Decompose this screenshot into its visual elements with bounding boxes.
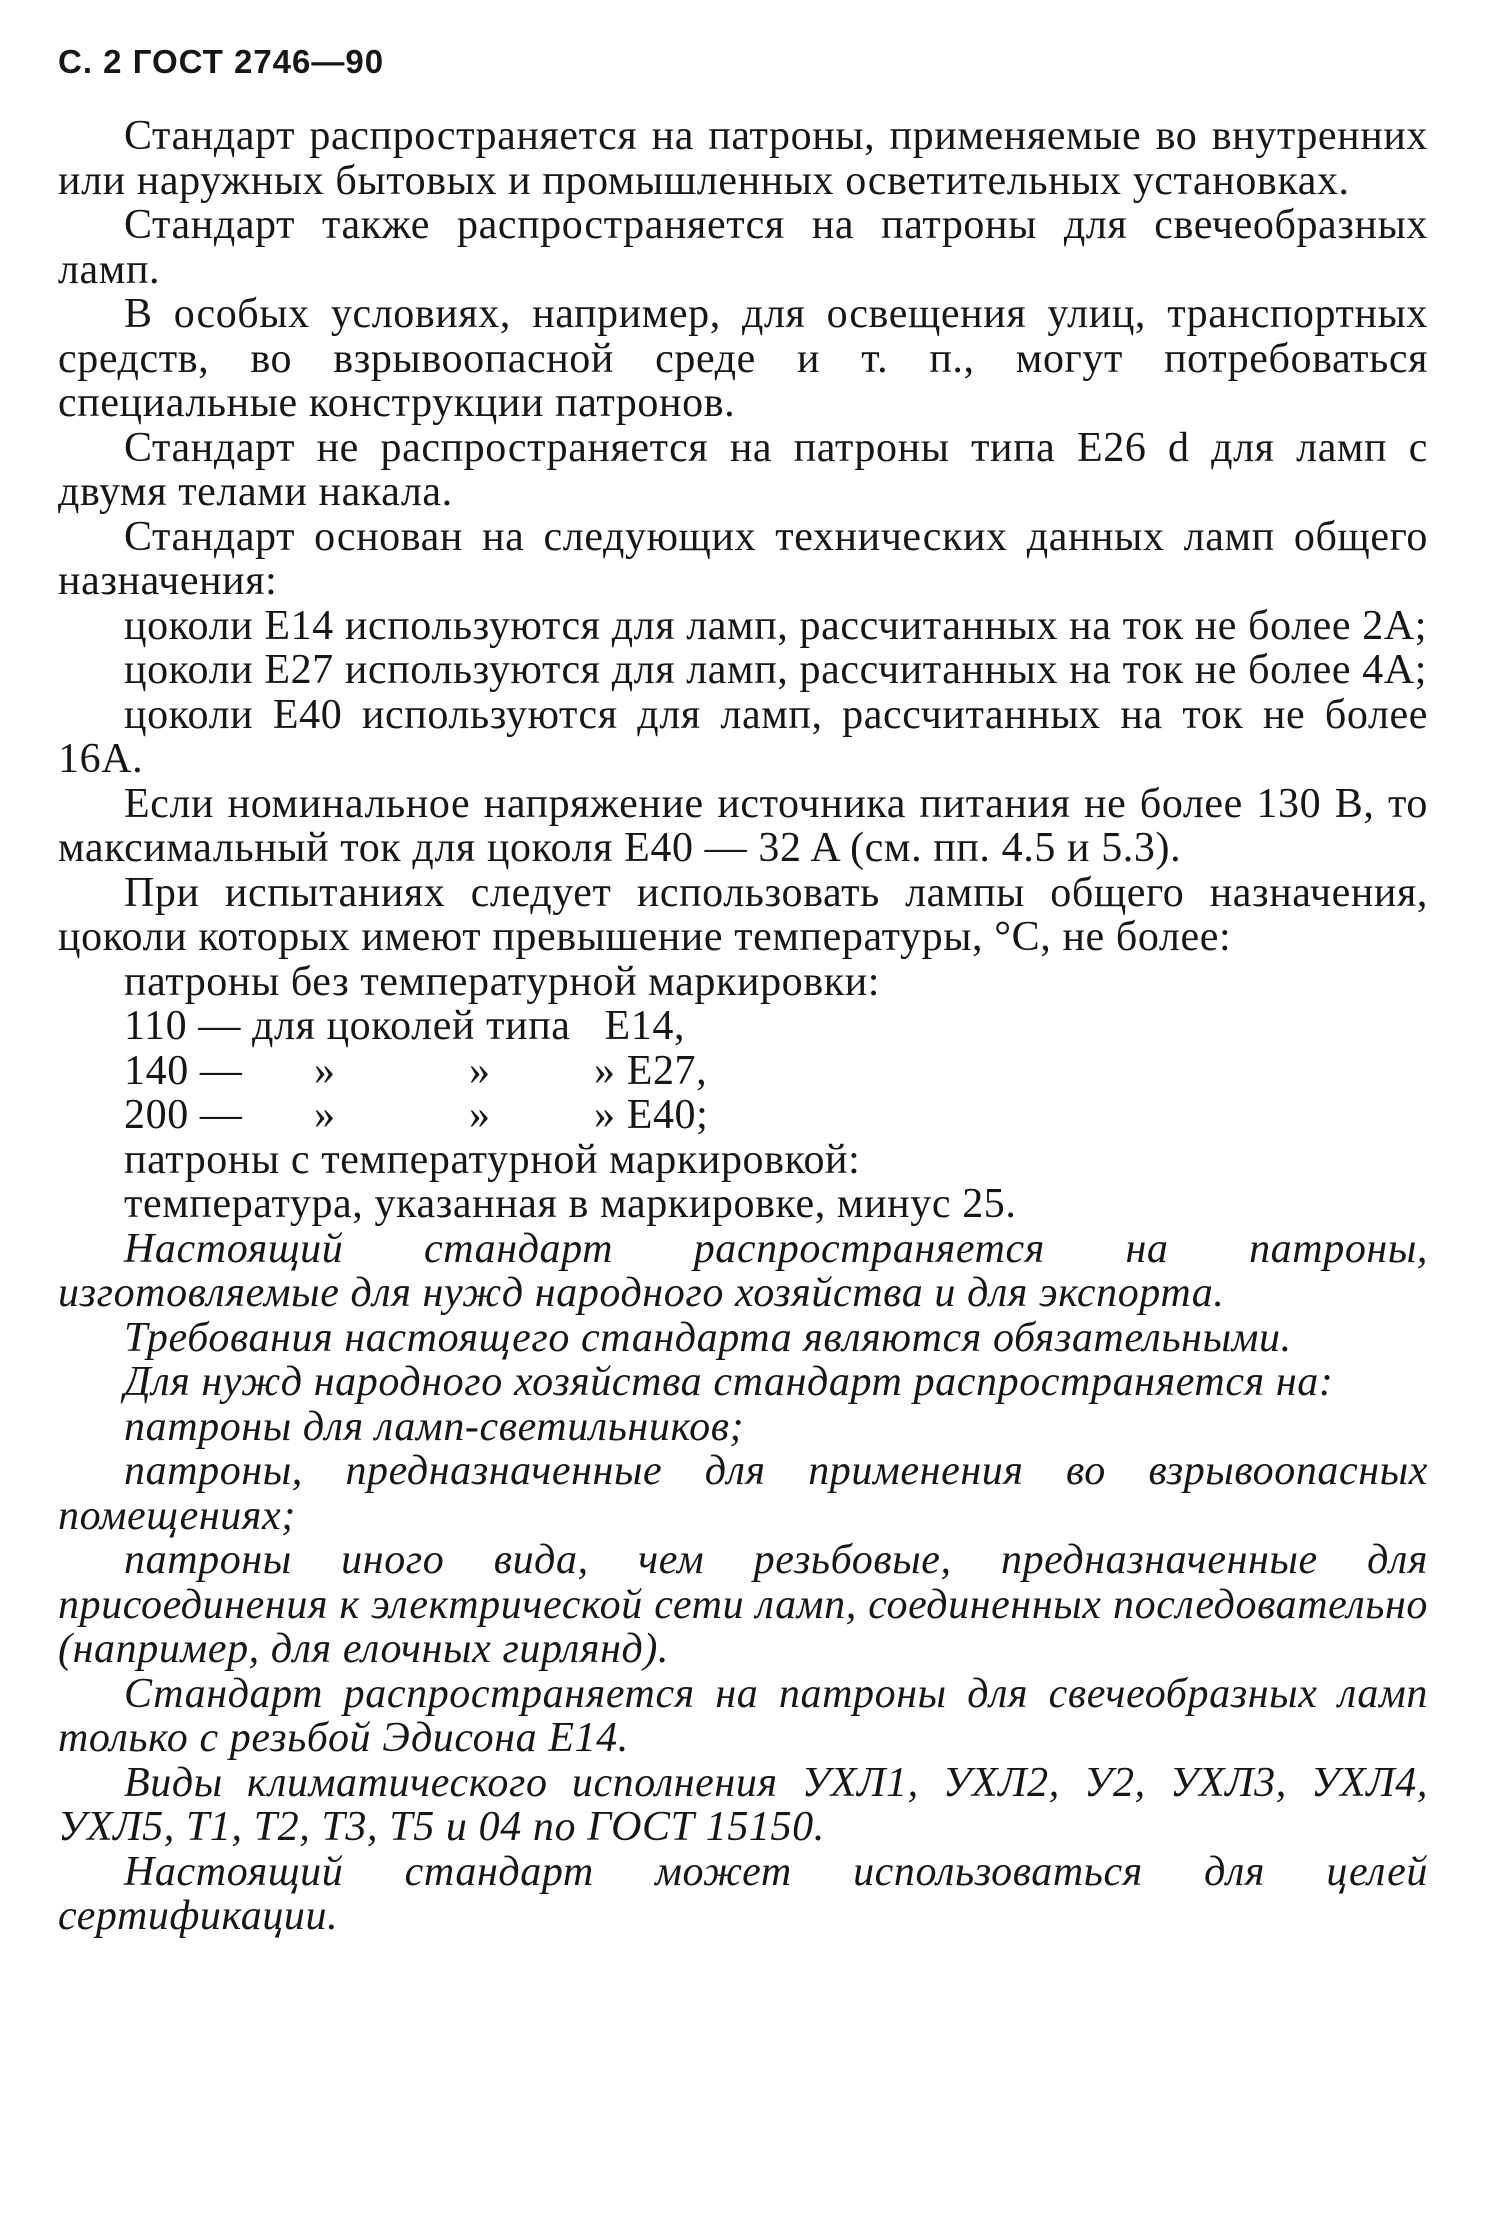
italic-paragraph-luminaire-lamps: патроны для ламп-светильников; — [124, 1403, 745, 1450]
italic-paragraph-series-lamps: патроны иного вида, чем резьбовые, предназначенные для присоединения к электрической сети ламп, соединенных последовательно (например, для елочных гирлянд). — [58, 1537, 1428, 1672]
paragraph-e40-current: цоколи E40 используются для ламп, рассчитанных на ток не более 16A. — [58, 691, 1428, 782]
paragraph-lamp-data-intro: Стандарт основан на следующих технических данных ламп общего назначения: — [58, 513, 1428, 604]
italic-paragraph-climatic: Виды климатического исполнения УХЛ1, УХЛ2, У2, УХЛ3, УХЛ4, УХЛ5, Т1, Т2, Т3, Т5 и 04 по ГОСТ 15150. — [58, 1759, 1428, 1850]
paragraph-voltage-note: Если номинальное напряжение источника питания не более 130 В, то максимальный ток для цоколя E40 — 32 A (см. пп. 4.5 и 5.3). — [58, 780, 1428, 871]
ditto-mark: » — [314, 1092, 336, 1138]
temp-row-e40 — [58, 1093, 1428, 1138]
ditto-mark: » — [469, 1047, 491, 1094]
paragraph-test-lamps: При испытаниях следует использовать лампы общего назначения, цоколи которых имеют превышение температуры, °С, не более: — [58, 869, 1428, 960]
italic-paragraph-export: Настоящий стандарт распространяется на патроны, изготовляемые для нужд народного хозяйства и для экспорта. — [58, 1225, 1428, 1316]
page-header: С. 2 ГОСТ 2746—90 — [58, 43, 385, 80]
italic-paragraph-explosive: патроны, предназначенные для применения во взрывоопасных помещениях; — [58, 1448, 1428, 1539]
document-page — [58, 40, 1428, 1939]
paragraph-special-conditions: В особых условиях, например, для освещения улиц, транспортных средств, во взрывоопасной среде и т. п., могут потребоваться специальные конструкции патронов. — [58, 291, 1428, 426]
temp-base: » E40; — [594, 1092, 709, 1138]
temp-row-e27 — [58, 1049, 1428, 1094]
temp-base: » E27, — [594, 1047, 708, 1094]
temp-base: E14, — [604, 1003, 686, 1049]
temp-value: 200 — — [124, 1092, 243, 1138]
ditto-mark: » — [314, 1047, 336, 1094]
italic-paragraph-mandatory: Требования настоящего стандарта являются обязательными. — [124, 1314, 1292, 1361]
paragraph-e14-current: цоколи E14 используются для ламп, рассчитанных на ток не более 2A; — [124, 602, 1428, 649]
paragraph-scope: Стандарт распространяется на патроны, применяемые во внутренних или наружных бытовых и промышленных осветительных установках. — [58, 113, 1428, 204]
temp-value: 110 — для цоколей типа — [124, 1003, 571, 1049]
paragraph-e26d-exclusion: Стандарт не распространяется на патроны типа E26 d для ламп с двумя телами накала. — [58, 424, 1428, 515]
paragraph-candle-lamps: Стандарт также распространяется на патроны для свечеобразных ламп. — [58, 202, 1428, 293]
italic-paragraph-domestic-scope: Для нужд народного хозяйства стандарт распространяется на: — [124, 1359, 1334, 1405]
italic-paragraph-certification: Настоящий стандарт может использоваться для целей сертификации. — [58, 1848, 1428, 1939]
unmarked-heading: патроны без температурной маркировки: — [124, 958, 881, 1005]
marked-rule: температура, указанная в маркировке, минус 25. — [124, 1181, 1017, 1227]
italic-paragraph-candle-e14: Стандарт распространяется на патроны для свечеобразных ламп только с резьбой Эдисона E14. — [58, 1670, 1428, 1761]
marked-heading: патроны с температурной маркировкой: — [124, 1136, 861, 1183]
paragraph-e27-current: цоколи E27 используются для ламп, рассчитанных на ток не более 4A; — [124, 647, 1428, 693]
temp-value: 140 — — [124, 1047, 243, 1094]
temp-row-e14 — [58, 1004, 1428, 1049]
ditto-mark: » — [469, 1092, 491, 1138]
